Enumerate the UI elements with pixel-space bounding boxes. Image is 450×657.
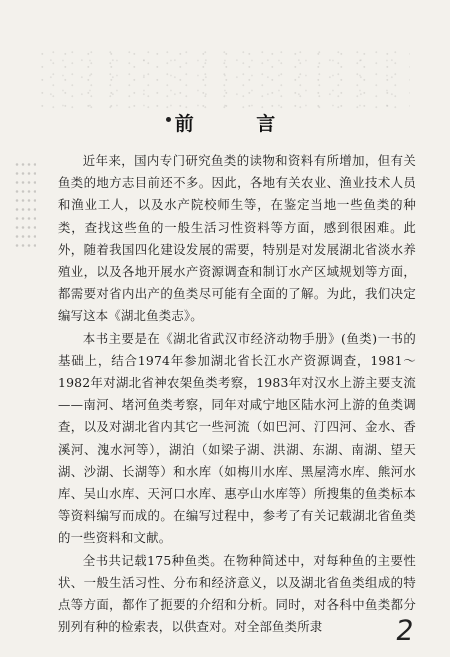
paragraph-3: 全书共记载175种鱼类。在物种简述中，对每种鱼的主要性状、一般生活习性、分布和经济意义，以及湖北省鱼类组成的特点等方面，都作了扼要的介绍和分析。同时，对各科中鱼类都分别列有种的检索表，以供查对。对全部鱼类所隶 <box>58 552 416 635</box>
margin-marks <box>14 160 36 250</box>
body-text <box>58 150 416 638</box>
paragraph-1: 近年来，国内专门研究鱼类的读物和资料有所增加，但有关鱼类的地方志目前还不多。因此，各地有关农业、渔业技术人员和渔业工人，以及水产院校师生等，在鉴定当地一些鱼类的种类，查找这些鱼的一般生活习性资料等方面，感到很困难。此外，随着我国四化建设发展的需要，特别是对发展湖北省淡水养殖业，以及各地开展水产资源调查和制订水产区域规划等方面，都需要对省内出产的鱼类尽可能有全面的了解。为此，我们决定编写这本《湖北鱼类志》。 <box>58 153 416 324</box>
paragraph-2: 本书主要是在《湖北省武汉市经济动物手册》(鱼类)一书的基础上，结合1974年参加湖北省长江水产资源调查，1981～1982年对湖北省神农架鱼类考察，1983年对汉水上游主要支流——南河、堵河鱼类考察，同年对咸宁地区陆水河上游的鱼类调查，以及对湖北省内其它一些河流（如巴河、汀四河、金水、香溪河、溾水河等），湖泊（如梁子湖、洪湖、东湖、南湖、望天湖、沙湖、长湖等）和水库（如梅川水库、黑屋湾水库、熊河水库、吴山水库、天河口水库、惠亭山水库等）所搜集的鱼类标本等资料编写而成的。在编写过程中，参考了有关记载湖北省鱼类的一些资料和文献。 <box>58 330 416 546</box>
scan-noise <box>40 50 410 110</box>
page-number: 2 <box>393 614 417 647</box>
page-title: 前 言 <box>174 112 304 135</box>
